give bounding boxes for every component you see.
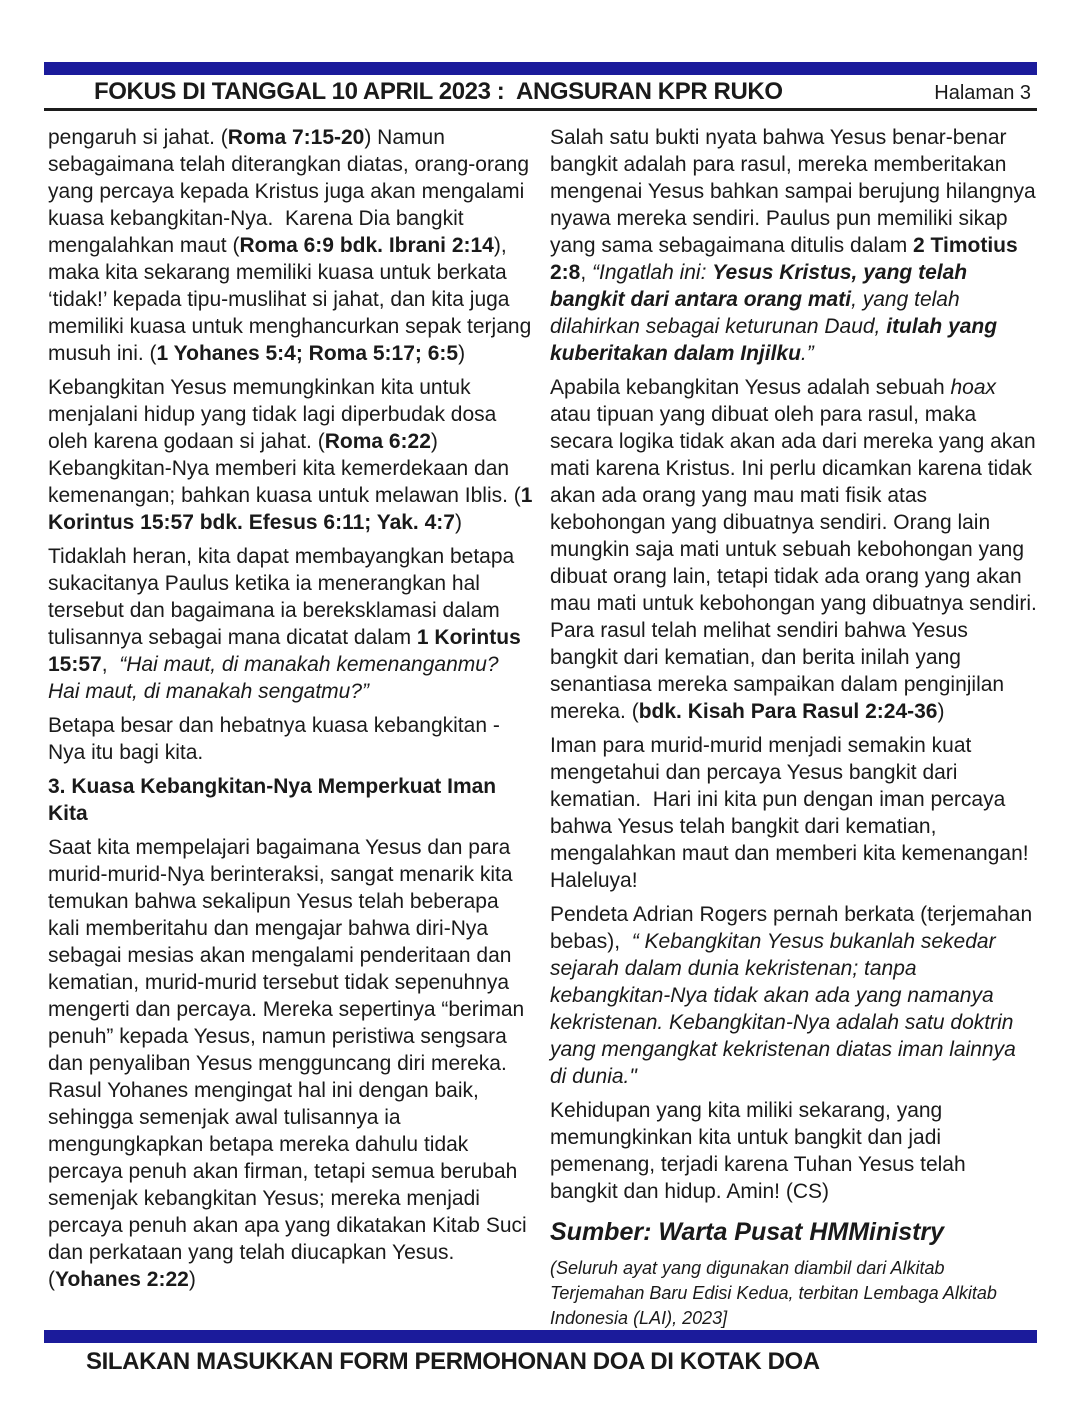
text-run: Yohanes 2:22 bbox=[55, 1268, 189, 1291]
text-run: hoax bbox=[950, 376, 997, 399]
text-run: ) bbox=[454, 511, 462, 534]
text-run: itulah yang kuberitakan dalam Injilku bbox=[550, 315, 1003, 365]
note-paragraph bbox=[550, 1256, 1037, 1331]
text-run: 3. Kuasa Kebangkitan-Nya Memperkuat Iman Kita bbox=[48, 775, 502, 825]
text-run: 1 Korintus 15:57 bbox=[48, 626, 527, 676]
paragraph bbox=[550, 124, 1042, 367]
text-run: 2 Timotius 2:8 bbox=[550, 234, 1024, 284]
header-row bbox=[44, 75, 1037, 107]
text-run: ), maka kita sekarang memiliki kuasa untuk berkata ‘tidak!’ kepada tipu-muslihat si jahat, dan kita juga memiliki kuasa untuk menghancurkan sepak terjang musuh ini. ( bbox=[48, 234, 538, 365]
text-run: pengaruh si jahat. ( bbox=[48, 126, 228, 149]
text-run: Roma 7:15-20 bbox=[227, 126, 365, 149]
paragraph bbox=[550, 901, 1037, 1090]
page-header bbox=[44, 62, 1037, 111]
text-run: Iman para murid-murid menjadi semakin kuat mengetahui dan percaya Yesus bangkit dari kematian. Hari ini kita pun dengan iman percaya bahwa Yesus telah bangkit dari kematian, mengalahkan maut dan memberi kita kemenangan! Haleluya! bbox=[550, 734, 1035, 892]
text-run: Sumber: Warta Pusat HMMinistry bbox=[550, 1218, 945, 1246]
text-run: .” bbox=[800, 342, 814, 365]
text-run: (Seluruh ayat yang digunakan diambil dari Alkitab Terjemahan Baru Edisi Kedua, terbitan Lembaga Alkitab Indonesia (LAI), 2023] bbox=[550, 1258, 1002, 1328]
article-body bbox=[48, 124, 1043, 1338]
text-run: 1 Korintus 15:57 bdk. Efesus 6:11; Yak. 4:7 bbox=[48, 484, 539, 534]
text-run: 1 Yohanes 5:4; Roma 5:17; 6:5 bbox=[156, 342, 459, 365]
text-run: Yesus Kristus, yang telah bangkit dari antara orang mati bbox=[550, 261, 973, 311]
text-run: ) Kebangkitan-Nya memberi kita kemerdekaan dan kemenangan; bahkan kuasa untuk melawan Iblis. ( bbox=[48, 430, 521, 507]
paragraph bbox=[550, 732, 1037, 894]
page-title: FOKUS DI TANGGAL 10 APRIL 2023 : ANGSURAN KPR RUKO bbox=[94, 78, 783, 105]
text-run: ) bbox=[937, 700, 945, 723]
text-run: Kehidupan yang kita miliki sekarang, yang memungkinkan kita untuk bangkit dan jadi pemenang, terjadi karena Tuhan Yesus telah bangkit dan hidup. Amin! (CS) bbox=[550, 1099, 972, 1203]
text-run: , yang telah dilahirkan sebagai keturunan Daud, bbox=[550, 288, 966, 338]
text-run: atau tipuan yang dibuat oleh para rasul, maka secara logika tidak akan ada dari mereka yang akan mati karena Kristus. Ini perlu dicamkan karena tidak akan ada orang yang mau mati fisik atas kebohongan yang dibuatnya sendiri. Orang lain mungkin saja mati untuk sebuah kebohongan yang dibuat orang lain, tetapi tidak ada orang yang akan mau mati untuk kebohongan yang dibuatnya sendiri. Para rasul telah melihat sendiri bahwa Yesus bangkit dari kematian, dan berita inilah yang senantiasa mereka sampaikan dalam penginjilan mereka. ( bbox=[550, 376, 1043, 723]
right-column bbox=[550, 124, 1043, 1338]
header-rule bbox=[44, 108, 1037, 111]
paragraph bbox=[48, 124, 538, 367]
page-number: Halaman 3 bbox=[934, 82, 1031, 104]
text-run: ) bbox=[188, 1268, 196, 1291]
heading-paragraph bbox=[48, 773, 535, 827]
text-run: ) Namun sebagaimana telah diterangkan diatas, orang-orang yang percaya kepada Kristus juga akan mengalami kuasa kebangkitan-Nya. Karena Dia bangkit mengalahkan maut ( bbox=[48, 126, 535, 257]
paragraph bbox=[48, 834, 535, 1293]
paragraph bbox=[48, 374, 539, 536]
text-run: Tidaklah heran, kita dapat membayangkan betapa sukacitanya Paulus ketika ia menerangkan hal tersebut dan bagaimana ia bereksklamasi dalam tulisannya sebagai mana dicatat dalam bbox=[48, 545, 521, 649]
left-column bbox=[48, 124, 539, 1338]
text-run: bdk. Kisah Para Rasul 2:24-36 bbox=[638, 700, 938, 723]
text-run: Roma 6:9 bdk. Ibrani 2:14 bbox=[239, 234, 494, 257]
text-run: Kebangkitan Yesus memungkinkan kita untuk menjalani hidup yang tidak lagi diperbudak dosa oleh karena godaan si jahat. ( bbox=[48, 376, 503, 453]
text-run: Saat kita mempelajari bagaimana Yesus dan para murid-murid-Nya berinteraksi, sangat menarik kita temukan bahwa sekalipun Yesus telah beberapa kali memberitahu dan mengajar bahwa diri-Nya sebagai mesias akan mengalami penderitaan dan kematian, murid-murid tersebut tidak sepenuhnya mengerti dan percaya. Mereka sepertinya “beriman penuh” kepada Yesus, namun peristiwa sengsara dan penyaliban Yesus mengguncang diri mereka. Rasul Yohanes mengingat hal ini dengan baik, sehingga semenjak awal tulisannya ia mengungkapkan betapa mereka dahulu tidak percaya penuh akan firman, tetapi semua berubah semenjak kebangkitan Yesus; mereka menjadi percaya penuh akan apa yang dikatakan Kitab Suci dan perkataan yang telah diucapkan Yesus. ( bbox=[48, 836, 533, 1291]
footer-text: SILAKAN MASUKKAN FORM PERMOHONAN DOA DI KOTAK DOA bbox=[86, 1348, 820, 1375]
text-run: Salah satu bukti nyata bahwa Yesus benar-benar bangkit adalah para rasul, mereka memberitakan mengenai Yesus bahkan sampai berujung hilangnya nyawa mereka sendiri. Paulus pun memiliki sikap yang sama sebagaimana ditulis dalam bbox=[550, 126, 1042, 257]
footer-accent-bar bbox=[44, 1330, 1037, 1343]
text-run: Betapa besar dan hebatnya kuasa kebangkitan -Nya itu bagi kita. bbox=[48, 714, 500, 764]
text-run: Pendeta Adrian Rogers pernah berkata (terjemahan bebas), bbox=[550, 903, 1038, 953]
paragraph bbox=[48, 712, 535, 766]
paragraph bbox=[550, 1097, 1037, 1205]
header-accent-bar bbox=[44, 62, 1037, 75]
text-run: , bbox=[101, 653, 120, 676]
text-run: “ Kebangkitan Yesus bukanlah sekedar sejarah dalam dunia kekristenan; tanpa kebangkitan-Nya tidak akan ada yang namanya kekristenan. Kebangkitan-Nya adalah satu doktrin yang mengangkat kekristenan diatas iman lainnya di dunia." bbox=[550, 930, 1022, 1088]
text-run: Roma 6:22 bbox=[324, 430, 431, 453]
paragraph bbox=[48, 543, 535, 705]
paragraph bbox=[550, 374, 1043, 725]
source-paragraph bbox=[550, 1219, 1037, 1246]
page-footer bbox=[44, 1330, 1037, 1376]
text-run: “Ingatlah ini: bbox=[592, 261, 713, 284]
text-run: “Hai maut, di manakah kemenanganmu? Hai maut, di manakah sengatmu?” bbox=[48, 653, 511, 703]
text-run: Apabila kebangkitan Yesus adalah sebuah bbox=[550, 376, 951, 399]
text-run: , bbox=[580, 261, 593, 284]
text-run: ) bbox=[458, 342, 466, 365]
